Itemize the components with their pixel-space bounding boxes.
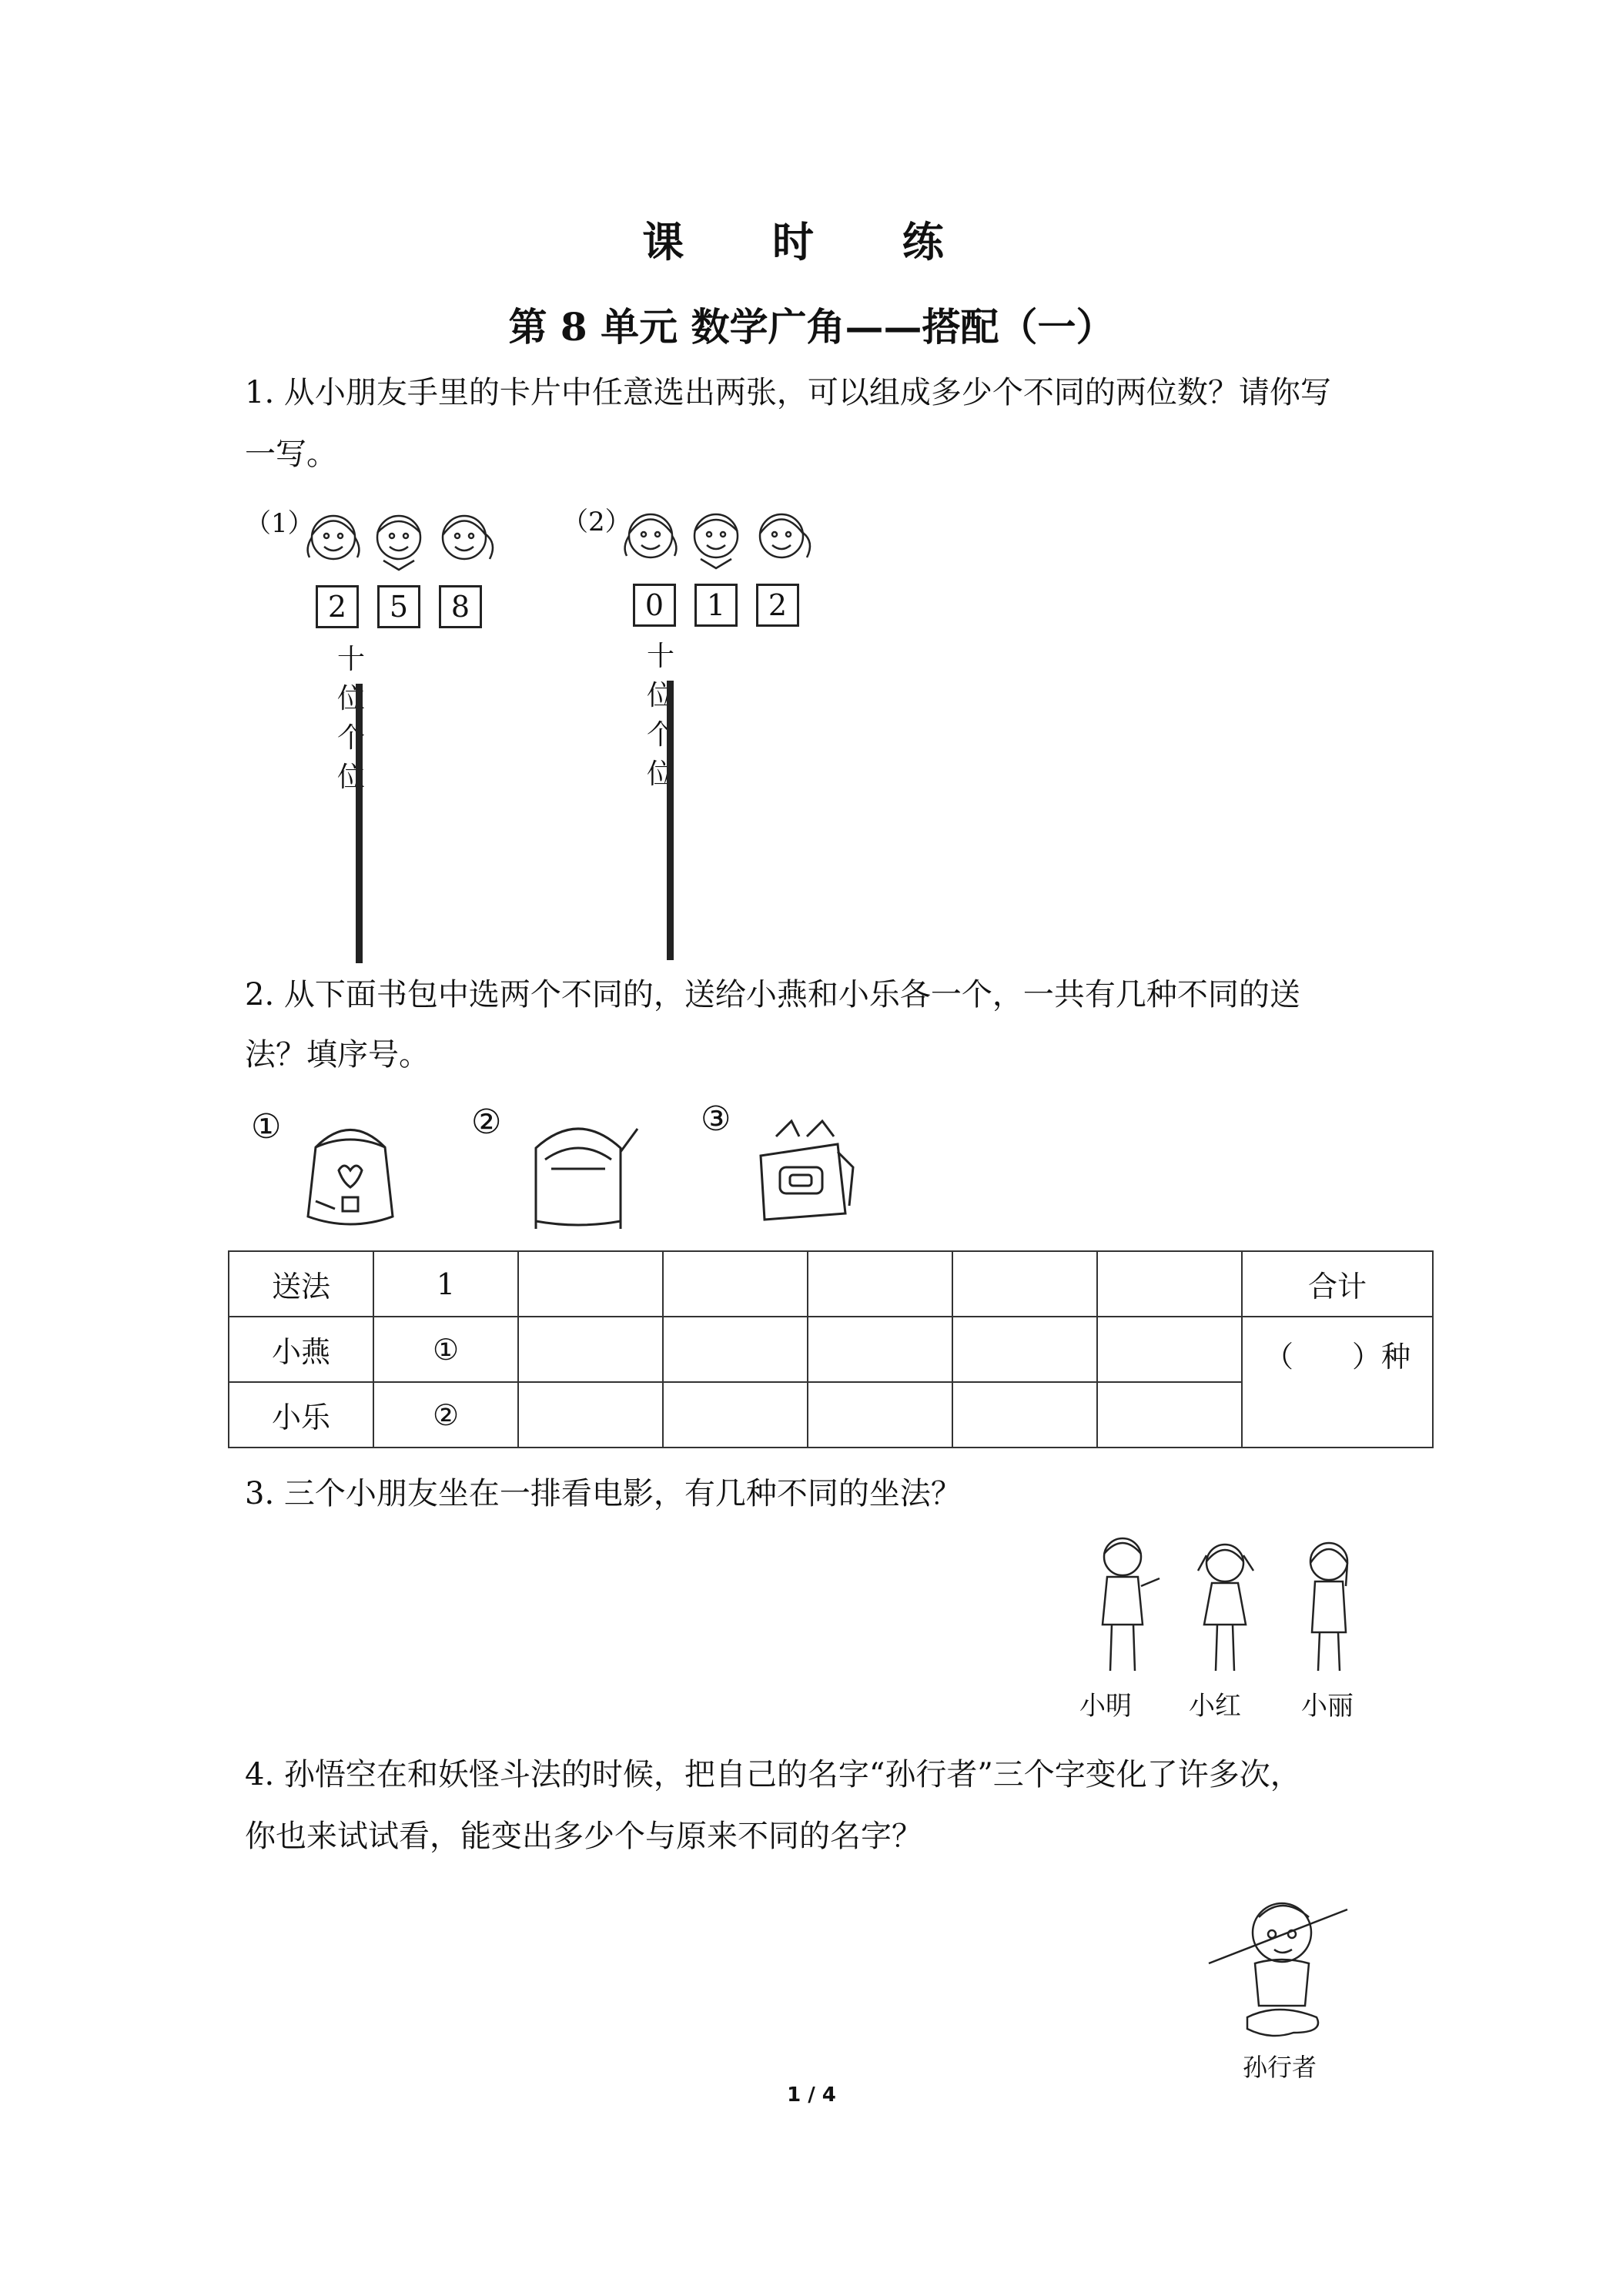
grid-cell[interactable] — [360, 916, 362, 962]
answer-cell[interactable] — [1097, 1251, 1242, 1317]
answer-grid-1 — [356, 684, 363, 963]
question-4-line-2: 你也来试试看，能变出多少个与原来不同的名字？ — [245, 1819, 922, 1854]
question-2-line-2: 法？填序号。 — [245, 1037, 430, 1073]
answer-cell[interactable] — [518, 1317, 663, 1382]
place-value-labels: 十位 个位 — [647, 641, 675, 790]
monkey-caption: 孙行者 — [1243, 2053, 1317, 2082]
answer-cell[interactable] — [663, 1382, 808, 1448]
page-title: 课 时 练 — [642, 217, 981, 266]
grid-cell[interactable] — [360, 870, 362, 916]
grid-cell[interactable] — [671, 913, 673, 959]
answer-cell[interactable] — [952, 1317, 1097, 1382]
row-header: 小乐 — [229, 1382, 373, 1448]
part-label: （2） — [562, 507, 631, 537]
answer-cell[interactable] — [808, 1317, 952, 1382]
child-name: 小红 — [1189, 1691, 1241, 1722]
question-2-line-1: 2. 从下面书包中选两个不同的，送给小燕和小乐各一个，一共有几种不同的送 — [245, 977, 1300, 1012]
grid-cell[interactable] — [671, 867, 673, 913]
answer-cell[interactable] — [518, 1251, 663, 1317]
number-card: 5 — [377, 585, 420, 628]
grid-cell[interactable] — [671, 821, 673, 867]
delivery-table — [228, 1250, 1434, 1448]
number-card: 2 — [316, 585, 359, 628]
question-4-line-1: 4. 孙悟空在和妖怪斗法的时候，把自己的名字“孙行者”三个字变化了许多次， — [245, 1757, 1301, 1792]
monkey-king-icon — [1201, 1879, 1355, 2048]
child-name: 小丽 — [1301, 1691, 1354, 1722]
three-children-icon — [616, 499, 816, 576]
grid-cell[interactable] — [671, 728, 673, 775]
backpack-1-icon — [293, 1116, 408, 1232]
grid-cell[interactable] — [360, 685, 362, 731]
total-answer[interactable]: （ ）种 — [1242, 1317, 1433, 1448]
answer-cell[interactable] — [1097, 1317, 1242, 1382]
backpack-2-icon — [536, 1129, 637, 1229]
child-name: 小明 — [1079, 1691, 1132, 1722]
number-card: 0 — [633, 584, 676, 627]
answer-cell[interactable] — [952, 1251, 1097, 1317]
answer-cell[interactable] — [952, 1382, 1097, 1448]
table-cell: 1 — [373, 1251, 518, 1317]
place-value-labels: 十位 个位 — [337, 644, 366, 793]
number-card: 1 — [694, 584, 738, 627]
answer-cell[interactable] — [663, 1317, 808, 1382]
grid-cell[interactable] — [360, 824, 362, 870]
answer-cell[interactable] — [1097, 1382, 1242, 1448]
question-1-line-2: 一写。 — [245, 437, 337, 472]
grid-cell[interactable] — [671, 682, 673, 728]
three-friends-icon — [1075, 1532, 1383, 1682]
grid-cell[interactable] — [671, 775, 673, 821]
grid-cell[interactable] — [360, 778, 362, 824]
grid-cell[interactable] — [360, 731, 362, 778]
total-header: 合计 — [1242, 1251, 1433, 1317]
number-card: 8 — [439, 585, 482, 628]
backpack-3-icon — [745, 1113, 861, 1229]
answer-grid-2 — [667, 681, 674, 960]
page-number: 1 / 4 — [787, 2083, 836, 2107]
question-3: 3. 三个小朋友坐在一排看电影，有几种不同的坐法？ — [245, 1476, 962, 1511]
three-children-icon — [299, 500, 499, 577]
question-1-line-1: 1. 从小朋友手里的卡片中任意选出两张，可以组成多少个不同的两位数？请你写 — [245, 375, 1331, 410]
table-cell: ① — [373, 1317, 518, 1382]
row-header: 小燕 — [229, 1317, 373, 1382]
answer-cell[interactable] — [808, 1382, 952, 1448]
number-card: 2 — [756, 584, 799, 627]
row-header: 送法 — [229, 1251, 373, 1317]
bag-label-1: ① — [251, 1107, 282, 1146]
part-label: （1） — [245, 508, 314, 539]
answer-cell[interactable] — [808, 1251, 952, 1317]
table-cell: ② — [373, 1382, 518, 1448]
bag-label-2: ② — [471, 1103, 502, 1142]
bag-label-3: ③ — [701, 1099, 731, 1139]
answer-cell[interactable] — [663, 1251, 808, 1317]
answer-cell[interactable] — [518, 1382, 663, 1448]
unit-subtitle: 第 8 单元 数学广角——搭配（一） — [508, 304, 1115, 350]
